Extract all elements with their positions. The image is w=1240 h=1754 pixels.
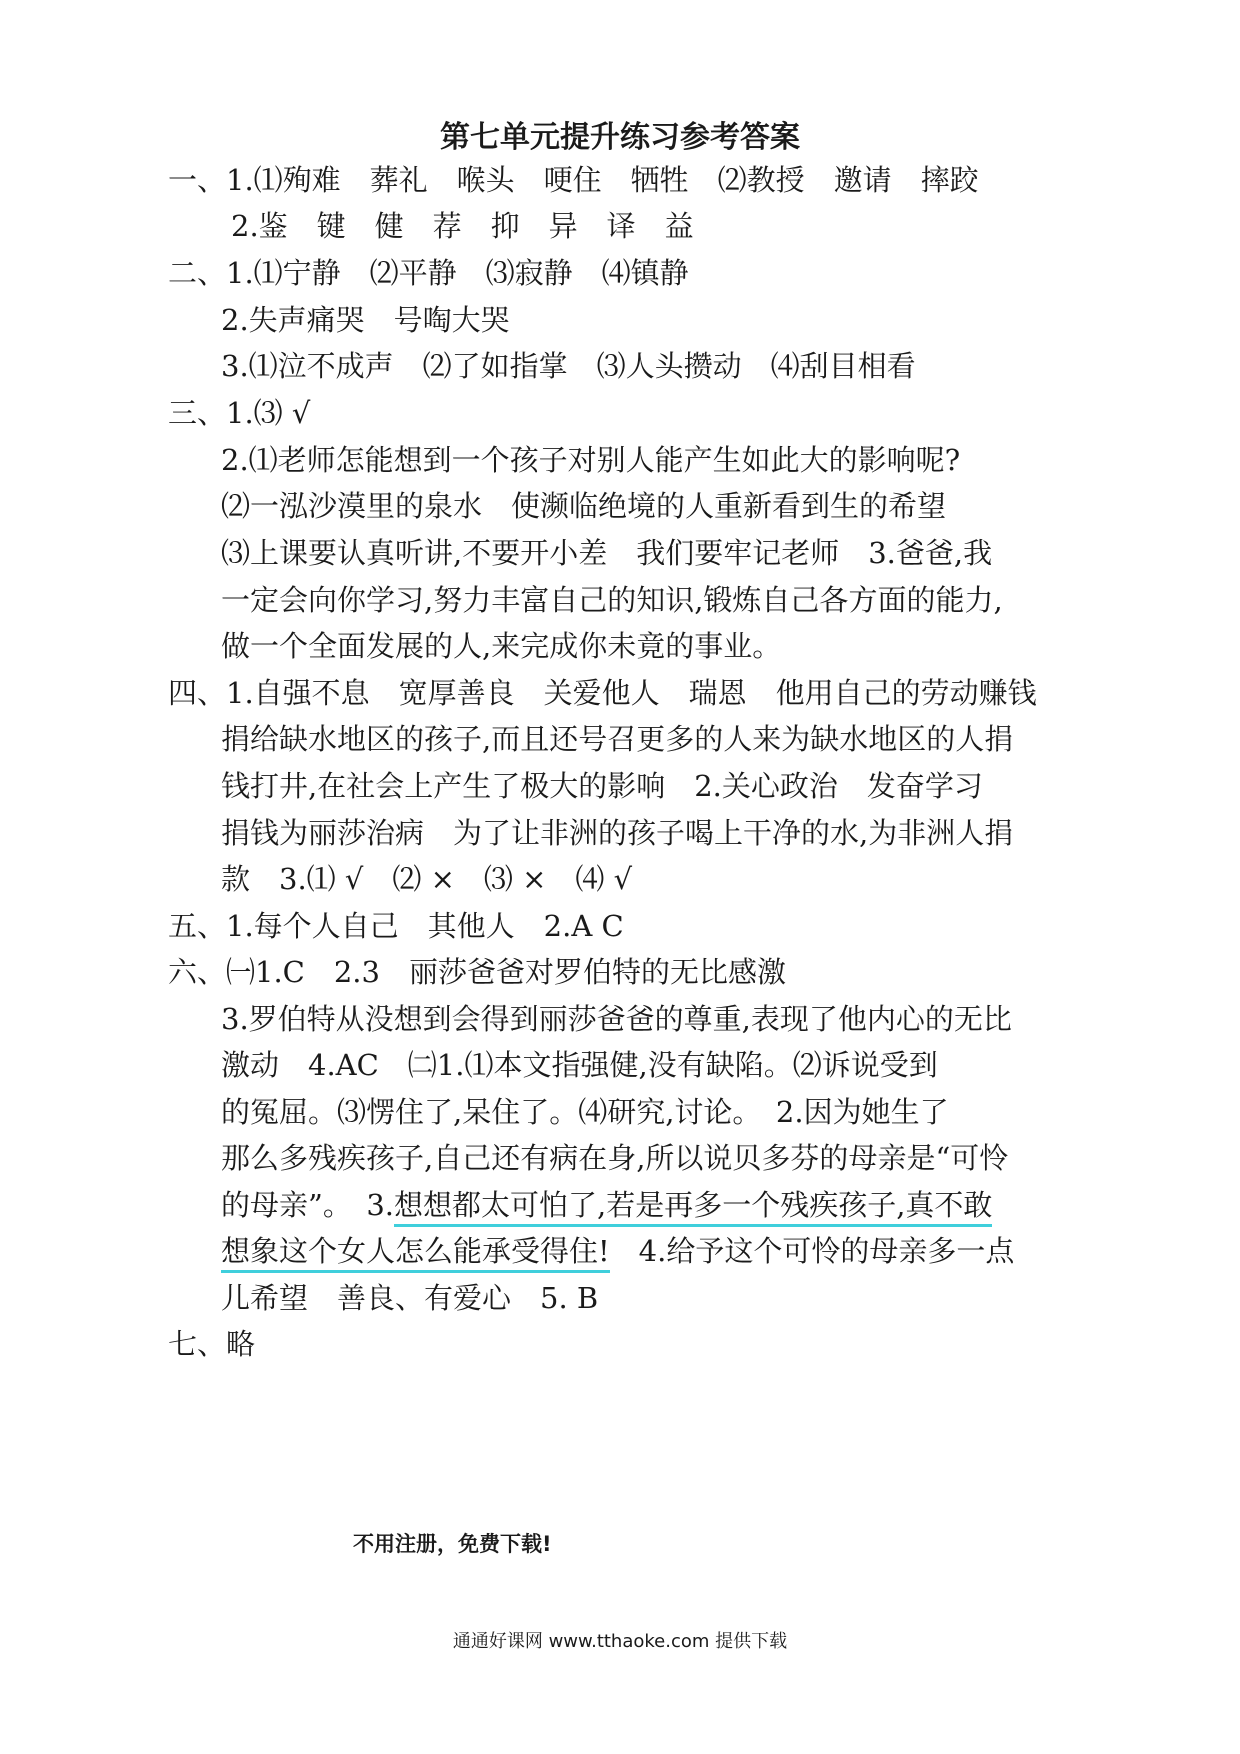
answer-line: 钱打井,在社会上产生了极大的影响 2.关心政治 发奋学习 [221,769,983,803]
free-download-note: 不用注册，免费下载! [353,1532,552,1556]
answer-line: 3.⑴泣不成声 ⑵了如指掌 ⑶人头攒动 ⑷刮目相看 [221,349,916,383]
answer-line: 六、㈠1.C 2.3 丽莎爸爸对罗伯特的无比感激 [168,955,786,989]
answer-line: 七、略 [168,1327,256,1361]
answer-line: 三、1.⑶ √ [168,396,311,430]
highlighted-answer: 想象这个女人怎么能承受得住! [221,1234,610,1273]
answer-line: 捐给缺水地区的孩子,而且还号召更多的人来为缺水地区的人捐 [221,722,1014,756]
answer-line: 2.失声痛哭 号啕大哭 [221,303,510,337]
answer-line: 的冤屈。⑶愣住了,呆住了。⑷研究,讨论。 2.因为她生了 [221,1095,949,1129]
answer-line: ⑵一泓沙漠里的泉水 使濒临绝境的人重新看到生的希望 [221,489,947,523]
highlighted-answer: 想想都太可怕了,若是再多一个残疾孩子,真不敢 [394,1188,992,1227]
answer-line: 一、1.⑴殉难 葬礼 喉头 哽住 牺牲 ⑵教授 邀请 摔跤 [168,163,979,197]
answer-line: 2.⑴老师怎能想到一个孩子对别人能产生如此大的影响呢? [221,443,961,477]
answer-line: 捐钱为丽莎治病 为了让非洲的孩子喝上干净的水,为非洲人捐 [221,816,1014,850]
answer-text: 的母亲”。 3. [221,1188,394,1222]
answer-line: 3.罗伯特从没想到会得到丽莎爸爸的尊重,表现了他内心的无比 [221,1002,1012,1036]
answer-line: 那么多残疾孩子,自己还有病在身,所以说贝多芬的母亲是“可怜 [221,1141,1009,1175]
answer-line [221,1232,1014,1270]
answer-text: 4.给予这个可怜的母亲多一点 [609,1234,1015,1268]
footer-source: 通通好课网 www.tthaoke.com 提供下载 [452,1631,788,1652]
answer-line: 激动 4.AC ㈡1.⑴本文指强健,没有缺陷。⑵诉说受到 [221,1048,938,1082]
answer-line: 四、1.自强不息 宽厚善良 关爱他人 瑞恩 他用自己的劳动赚钱 [168,676,1037,710]
answer-line: 五、1.每个人自己 其他人 2.A C [168,909,624,943]
answer-line: 二、1.⑴宁静 ⑵平静 ⑶寂静 ⑷镇静 [168,256,689,290]
answer-line: 做一个全面发展的人,来完成你未竟的事业。 [221,629,782,663]
answer-line [221,1186,992,1224]
answer-line: ⑶上课要认真听讲,不要开小差 我们要牢记老师 3.爸爸,我 [221,536,993,570]
answer-line: 2.鉴 键 健 荐 抑 异 译 益 [231,209,694,243]
answer-line: 款 3.⑴ √ ⑵ × ⑶ × ⑷ √ [221,862,633,896]
page-title: 第七单元提升练习参考答案 [440,120,800,155]
answer-line: 一定会向你学习,努力丰富自己的知识,锻炼自己各方面的能力, [221,583,1003,617]
answer-line: 儿希望 善良、有爱心 5. B [221,1281,599,1315]
